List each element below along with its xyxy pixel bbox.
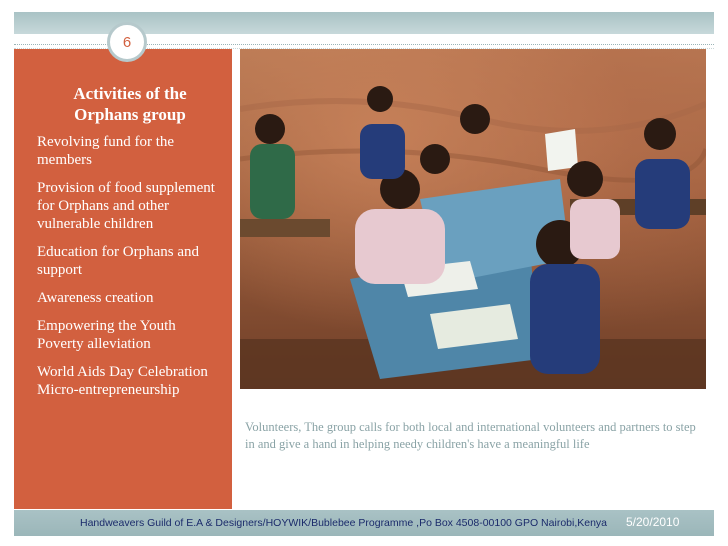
classroom-photo-illustration bbox=[240, 49, 706, 389]
panel-title: Activities of the Orphans group bbox=[73, 84, 187, 124]
footer-date: 5/20/2010 bbox=[626, 515, 680, 529]
slide-number-badge: 6 bbox=[107, 22, 147, 62]
list-item: Education for Orphans and support bbox=[37, 244, 200, 278]
photo-caption: Volunteers, The group calls for both local and international volunteers and partners to step in and give a hand in helping needy children's have a meaningful life bbox=[245, 420, 696, 451]
footer-text: Handweavers Guild of E.A & Designers/HOYWIK/Bublebee Programme ,Po Box 4508-00100 GPO Nairobi,Kenya bbox=[80, 517, 608, 529]
list-item: Revolving fund for the members bbox=[37, 134, 175, 168]
list-item: Provision of food supplement for Orphans and other vulnerable children bbox=[37, 180, 215, 232]
list-item: World Aids Day Celebration Micro-entrepreneurship bbox=[37, 364, 208, 398]
classroom-photo bbox=[240, 49, 706, 389]
list-item: Empowering the Youth Poverty alleviation bbox=[37, 318, 176, 352]
list-item: Awareness creation bbox=[37, 290, 154, 306]
activity-list bbox=[37, 133, 217, 409]
